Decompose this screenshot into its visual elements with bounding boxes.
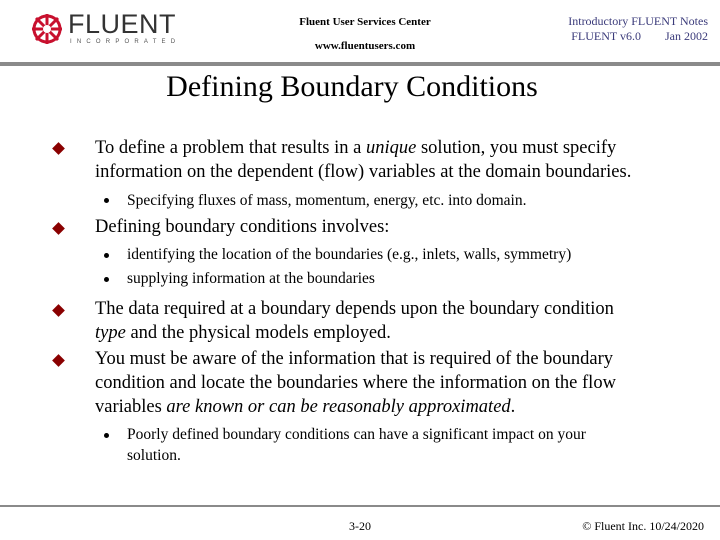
bullet-1-text-a: To define a problem that results in a — [95, 138, 366, 158]
bullet-4-sub-1-text-b: solution. — [127, 447, 181, 464]
logo-subtitle: INCORPORATED — [70, 39, 181, 45]
header-version: FLUENT v6.0 — [571, 29, 641, 43]
bullet-3 — [95, 297, 695, 345]
bullet-4 — [95, 347, 695, 419]
header-version-date — [508, 29, 708, 44]
header-website-link[interactable]: www.fluentusers.com — [314, 40, 416, 52]
bullet-1-text-c: information on the dependent (flow) variables at the domain boundaries. — [95, 162, 632, 182]
footer-copyright: © Fluent Inc. 10/24/2020 — [582, 519, 704, 533]
bullet-1 — [95, 136, 695, 184]
sub-bullet-dot-icon — [104, 277, 109, 282]
header-course-title: Introductory FLUENT Notes — [568, 14, 708, 28]
bullet-3-text-b: and the physical models employed. — [125, 323, 391, 343]
fluent-logo-icon — [30, 12, 64, 46]
fluent-logo — [30, 9, 181, 48]
sub-bullet-dot-icon — [104, 433, 109, 438]
slide-title: Defining Boundary Conditions — [166, 70, 538, 103]
bullet-1-text-b: solution, you must specify — [416, 138, 617, 158]
bullet-4-sub-1 — [127, 424, 697, 466]
header-center-title: Fluent User Services Center — [299, 16, 431, 28]
bullet-4-text-b: condition and locate the boundaries where the information on the flow — [95, 373, 616, 393]
bullet-4-text-a: You must be aware of the information that is required of the boundary — [95, 349, 614, 369]
header-date: Jan 2002 — [665, 29, 708, 43]
bullet-1-sub-1: Specifying fluxes of mass, momentum, energy, etc. into domain. — [127, 192, 527, 209]
bullet-3-text-a: The data required at a boundary depends upon the boundary condition — [95, 299, 614, 319]
logo-wordmark: FLUENT — [68, 9, 177, 39]
bullet-2: Defining boundary conditions involves: — [95, 217, 390, 237]
bullet-4-emphasis: are known or can be reasonably approximated — [166, 397, 511, 417]
page-number: 3-20 — [349, 519, 371, 533]
bullet-4-text-c: variables — [95, 397, 167, 417]
bullet-diamond-icon — [52, 354, 65, 367]
bullet-2-sub-2: supplying information at the boundaries — [127, 270, 375, 287]
bullet-3-emphasis: type — [95, 323, 126, 343]
header-divider — [0, 62, 720, 66]
bullet-4-text-d: . — [510, 397, 516, 417]
sub-bullet-dot-icon — [104, 198, 109, 203]
bullet-diamond-icon — [52, 142, 65, 155]
sub-bullet-dot-icon — [104, 253, 109, 258]
footer-divider — [0, 505, 720, 507]
bullet-diamond-icon — [52, 304, 65, 317]
bullet-2-sub-1: identifying the location of the boundaries (e.g., inlets, walls, symmetry) — [127, 246, 572, 263]
bullet-4-sub-1-text-a: Poorly defined boundary conditions can have a significant impact on your — [127, 426, 586, 443]
bullet-1-emphasis: unique — [366, 138, 417, 158]
bullet-diamond-icon — [52, 222, 65, 235]
header-right-block — [508, 14, 708, 44]
